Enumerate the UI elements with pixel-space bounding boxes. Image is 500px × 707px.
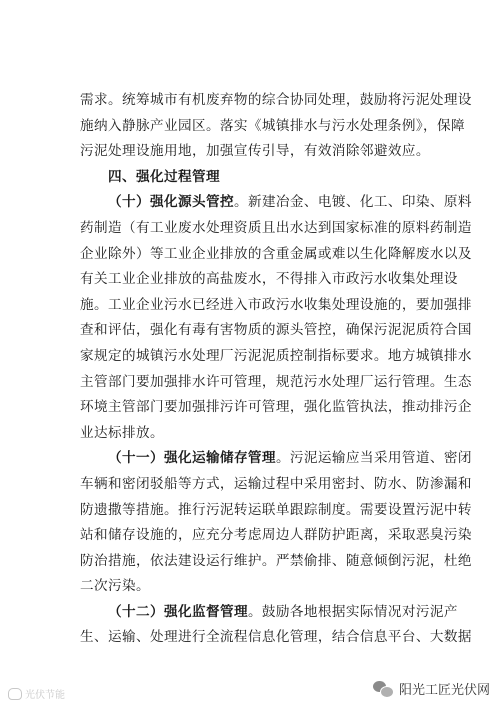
text-line: 站和储存设施的，应充分考虑周边人群防护距离，采取恶臭污染 <box>80 527 472 544</box>
paragraph-text: 。污泥运输应当采用管道、密闭 <box>275 450 472 467</box>
document-body <box>80 88 472 651</box>
text-line: 查和评估，强化有毒有害物质的源头管控，确保污泥泥质符合国 <box>80 322 472 339</box>
text-line: 环境主管部门要加强排污许可管理，强化监管执法，推动排污企 <box>80 399 472 416</box>
paragraph-text: 。新建冶金、电镀、化工、印染、原料 <box>233 194 472 211</box>
paragraph-label: （十）强化源头管控 <box>108 194 234 211</box>
section-heading: 四、强化过程管理 <box>108 168 220 185</box>
text-line: 二次污染。 <box>80 578 150 595</box>
paragraph-first-line <box>80 600 458 626</box>
wechat-icon <box>373 681 393 697</box>
watermark-left <box>8 686 65 701</box>
watermark-right <box>373 679 490 698</box>
watermark-left-text: 光伏节能 <box>25 690 65 701</box>
text-line: 主管部门要加强排水许可管理，规范污水处理厂运行管理。生态 <box>80 373 472 390</box>
text-line: 企业除外）等工业企业排放的含重金属或难以生化降解废水以及 <box>80 245 472 262</box>
text-line: 药制造（有工业废水处理资质且出水达到国家标准的原料药制造 <box>80 219 472 236</box>
text-line: 生、运输、处理进行全流程信息化管理，结合信息平台、大数据 <box>80 629 472 646</box>
text-line: 污泥处理设施用地，加强宣传引导，有效消除邻避效应。 <box>80 143 430 160</box>
watermark-right-text: 阳光工匠光伏网 <box>398 683 490 698</box>
paragraph-label: （十一）强化运输储存管理 <box>108 450 276 467</box>
text-line: 施纳入静脉产业园区。落实《城镇排水与污水处理条例》，保障 <box>80 117 466 134</box>
paragraph-first-line <box>80 190 472 216</box>
text-line: 家规定的城镇污水处理厂污泥泥质控制指标要求。地方城镇排水 <box>80 347 472 364</box>
paragraph-text: 。鼓励各地根据实际情况对污泥产 <box>247 603 458 620</box>
text-line: 有关工业企业排放的高盐废水，不得排入市政污水收集处理设 <box>80 271 458 288</box>
text-line: 业达标排放。 <box>80 424 164 441</box>
text-line: 防遗撒等措施。推行污泥转运联单跟踪制度。需要设置污泥中转 <box>80 501 472 518</box>
weibo-icon <box>8 688 22 700</box>
text-line: 防治措施，依法建设运行维护。严禁偷排、随意倾倒污泥，杜绝 <box>80 552 472 569</box>
paragraph-label: （十二）强化监督管理 <box>108 603 248 620</box>
text-line: 施。工业企业污水已经进入市政污水收集处理设施的，要加强排 <box>80 296 472 313</box>
text-line: 车辆和密闭驳船等方式，运输过程中采用密封、防水、防渗漏和 <box>80 475 472 492</box>
text-line: 需求。统筹城市有机废弃物的综合协同处理，鼓励将污泥处理设 <box>80 92 472 108</box>
paragraph-first-line <box>80 446 472 472</box>
